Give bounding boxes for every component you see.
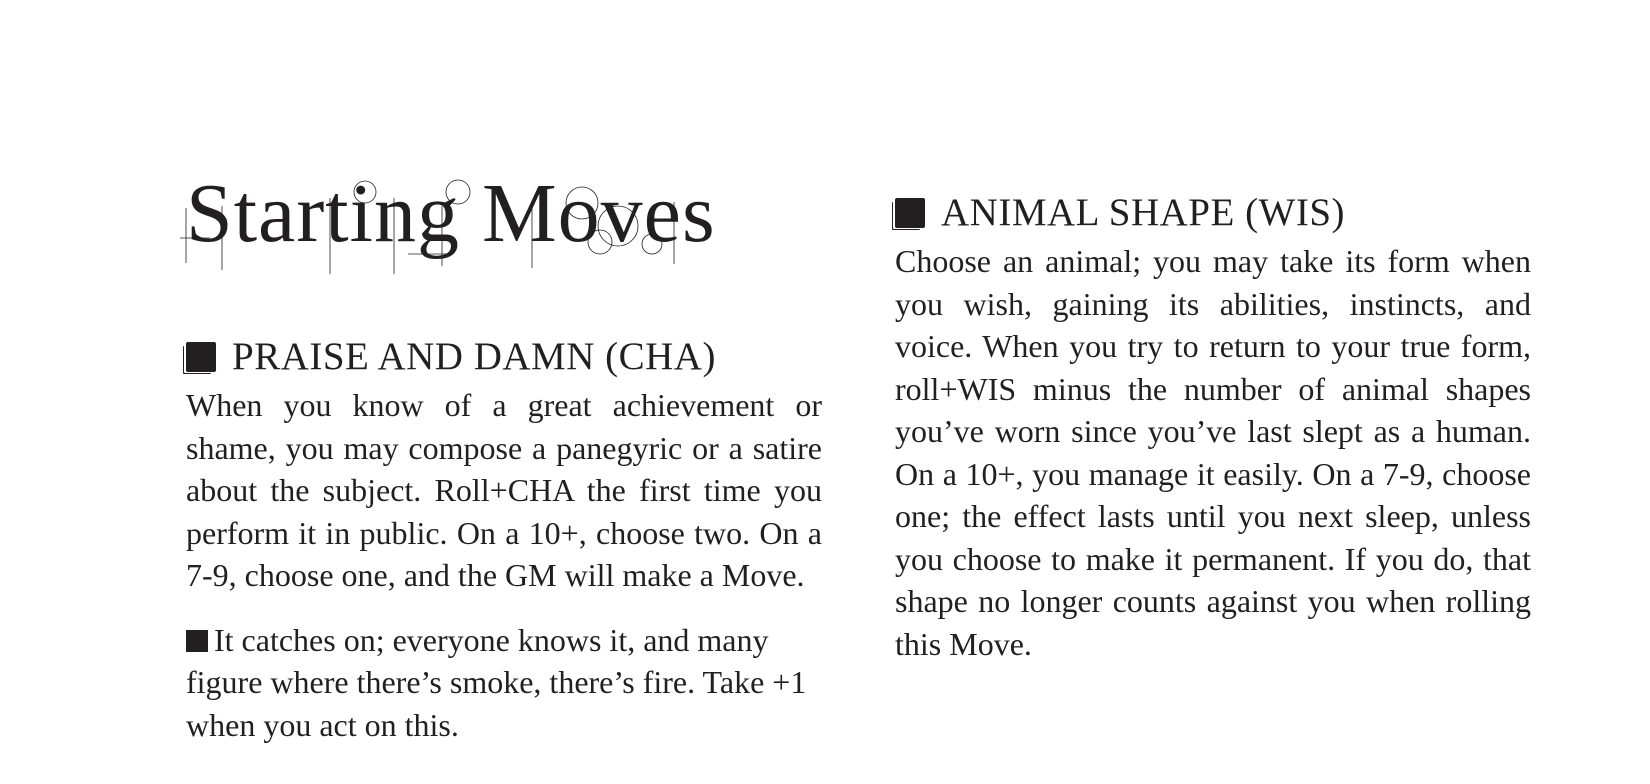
move-option	[186, 619, 822, 747]
filled-square-icon[interactable]	[895, 198, 925, 228]
move-description: When you know of a great achievement or shame, you may compose a panegyric or a satire about the subject. Roll+CHA the first time you perform it in public. On a 10+, choose two. On a 7-9, choose one, and the GM will make a Move.	[186, 387, 822, 593]
page-title: Starting Moves	[186, 167, 716, 260]
move-heading-text: ANIMAL SHAPE (WIS)	[941, 191, 1346, 234]
filled-square-icon[interactable]	[186, 342, 216, 372]
move-heading	[186, 334, 822, 380]
square-bullet-icon[interactable]	[186, 630, 208, 652]
move-option-text: It catches on; everyone knows it, and many figure where there’s smoke, there’s fire. Take +1 when you act on this.	[186, 621, 807, 743]
move-description: Choose an animal; you may take its form when you wish, gaining its abilities, instincts, and voice. When you try to return to your true form, roll+WIS minus the number of animal shapes you’ve worn since you’ve last slept as a human. On a 10+, you manage it easily. On a 7-9, choose one; the effect lasts until you next sleep, unless you choose to make it permanent. If you do, that shape no longer counts against you when rolling this Move.	[895, 243, 1531, 662]
move-animal-shape	[895, 190, 1531, 665]
move-heading-text: PRAISE AND DAMN (CHA)	[232, 335, 716, 378]
move-heading	[895, 190, 1531, 236]
move-praise-and-damn	[186, 334, 822, 746]
